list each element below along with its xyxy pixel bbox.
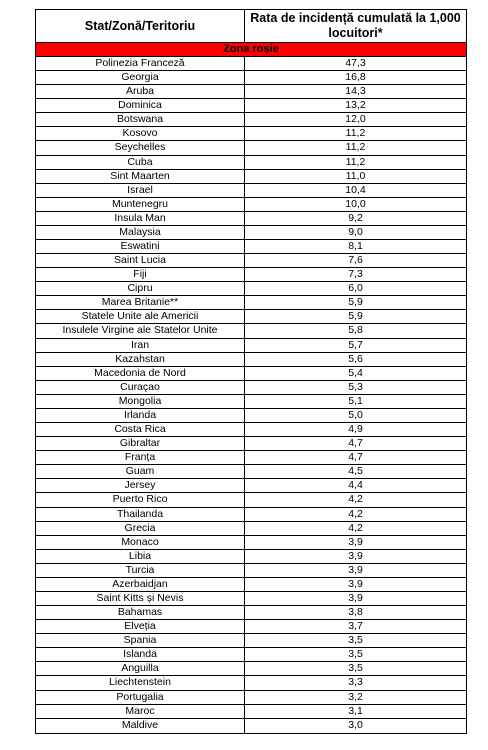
territory-name: Portugalia — [36, 691, 245, 704]
incidence-rate: 11,2 — [345, 155, 366, 168]
territory-name: Jersey — [36, 479, 245, 492]
territory-name: Botswana — [36, 113, 245, 126]
territory-name: Aruba — [36, 85, 245, 98]
territory-name: Polinezia Franceză — [36, 57, 245, 70]
table-row — [36, 141, 466, 155]
column-header-rate: Rata de incidență cumulată la 1,000 locuitori* — [250, 11, 461, 40]
table-row — [36, 381, 466, 395]
territory-name: Libia — [36, 550, 245, 563]
territory-name: Costa Rica — [36, 423, 245, 436]
table-row — [36, 578, 466, 592]
territory-name: Seychelles — [36, 141, 245, 154]
territory-name: Dominica — [36, 99, 245, 112]
incidence-rate: 4,7 — [348, 451, 363, 464]
incidence-rate: 3,3 — [348, 676, 363, 689]
table-header — [36, 10, 466, 43]
incidence-rate: 12,0 — [345, 113, 366, 126]
table-row — [36, 493, 466, 507]
table-row — [36, 508, 466, 522]
territory-name: Mongolia — [36, 395, 245, 408]
table-row — [36, 592, 466, 606]
incidence-rate: 6,0 — [348, 282, 363, 295]
table-row — [36, 198, 466, 212]
territory-name: Puerto Rico — [36, 493, 245, 506]
table-row — [36, 71, 466, 85]
table-row — [36, 606, 466, 620]
table-row — [36, 127, 466, 141]
table-row — [36, 296, 466, 310]
territory-name: Malaysia — [36, 226, 245, 239]
table-row — [36, 254, 466, 268]
incidence-rate: 3,9 — [348, 591, 363, 604]
table-row — [36, 113, 466, 127]
table-row — [36, 353, 466, 367]
incidence-rate: 4,2 — [348, 493, 363, 506]
table-row — [36, 99, 466, 113]
territory-name: Sint Maarten — [36, 170, 245, 183]
territory-name: Maroc — [36, 705, 245, 718]
incidence-rate: 3,2 — [348, 690, 363, 703]
territory-name: Irlanda — [36, 409, 245, 422]
territory-name: Muntenegru — [36, 198, 245, 211]
table-row — [36, 705, 466, 719]
column-header-territory: Stat/Zonă/Teritoriu — [36, 10, 245, 42]
table-row — [36, 620, 466, 634]
incidence-rate: 3,5 — [348, 648, 363, 661]
incidence-rate: 4,9 — [348, 423, 363, 436]
table-row — [36, 423, 466, 437]
incidence-rate: 9,2 — [348, 211, 363, 224]
incidence-rate: 11,2 — [345, 141, 366, 154]
incidence-rate: 3,7 — [348, 620, 363, 633]
table-row — [36, 268, 466, 282]
territory-name: Thailanda — [36, 508, 245, 521]
incidence-rate: 9,0 — [348, 225, 363, 238]
territory-name: Kosovo — [36, 127, 245, 140]
territory-name: Curaçao — [36, 381, 245, 394]
incidence-rate: 13,2 — [345, 99, 366, 112]
incidence-rate: 10,4 — [345, 183, 366, 196]
territory-name: Georgia — [36, 71, 245, 84]
incidence-rate: 3,8 — [348, 606, 363, 619]
incidence-table — [35, 9, 467, 734]
incidence-rate: 3,5 — [348, 634, 363, 647]
incidence-rate: 4,7 — [348, 437, 363, 450]
incidence-rate: 8,1 — [348, 240, 363, 253]
table-row — [36, 339, 466, 353]
territory-name: Liechtenstein — [36, 676, 245, 689]
incidence-rate: 3,0 — [348, 718, 363, 731]
territory-name: Franța — [36, 451, 245, 464]
incidence-rate: 3,1 — [348, 704, 363, 717]
table-row — [36, 170, 466, 184]
table-row — [36, 282, 466, 296]
territory-name: Bahamas — [36, 606, 245, 619]
table-row — [36, 550, 466, 564]
incidence-rate: 3,9 — [348, 563, 363, 576]
table-row — [36, 522, 466, 536]
table-row — [36, 324, 466, 338]
incidence-rate: 14,3 — [345, 85, 366, 98]
table-row — [36, 662, 466, 676]
table-row — [36, 156, 466, 170]
table-row — [36, 719, 466, 733]
incidence-rate: 7,6 — [348, 254, 363, 267]
territory-name: Azerbaidjan — [36, 578, 245, 591]
table-body — [36, 57, 466, 733]
territory-name: Insulele Virgine ale Statelor Unite — [36, 324, 245, 337]
territory-name: Marea Britanie** — [36, 296, 245, 309]
incidence-rate: 5,8 — [348, 324, 363, 337]
table-row — [36, 648, 466, 662]
incidence-rate: 5,4 — [348, 366, 363, 379]
territory-name: Israel — [36, 184, 245, 197]
territory-name: Gibraltar — [36, 437, 245, 450]
territory-name: Islanda — [36, 648, 245, 661]
table-row — [36, 437, 466, 451]
territory-name: Grecia — [36, 522, 245, 535]
territory-name: Kazahstan — [36, 353, 245, 366]
incidence-rate: 5,0 — [348, 408, 363, 421]
table-row — [36, 240, 466, 254]
incidence-rate: 11,0 — [345, 169, 366, 182]
incidence-rate: 16,8 — [345, 71, 366, 84]
incidence-rate: 11,2 — [345, 127, 366, 140]
table-row — [36, 367, 466, 381]
table-row — [36, 395, 466, 409]
territory-name: Cuba — [36, 156, 245, 169]
incidence-rate: 5,1 — [348, 394, 363, 407]
territory-name: Eswatini — [36, 240, 245, 253]
territory-name: Macedonia de Nord — [36, 367, 245, 380]
table-row — [36, 479, 466, 493]
territory-name: Maldive — [36, 719, 245, 733]
territory-name: Iran — [36, 339, 245, 352]
territory-name: Elveția — [36, 620, 245, 633]
territory-name: Anguilla — [36, 662, 245, 675]
incidence-rate: 5,9 — [348, 296, 363, 309]
table-row — [36, 310, 466, 324]
table-row — [36, 676, 466, 690]
table-row — [36, 465, 466, 479]
incidence-rate: 47,3 — [345, 57, 366, 69]
incidence-rate: 3,9 — [348, 549, 363, 562]
table-row — [36, 85, 466, 99]
table-row — [36, 451, 466, 465]
table-row — [36, 57, 466, 71]
territory-name: Monaco — [36, 536, 245, 549]
incidence-rate: 5,7 — [348, 338, 363, 351]
incidence-rate: 5,3 — [348, 380, 363, 393]
incidence-rate: 4,5 — [348, 465, 363, 478]
territory-name: Statele Unite ale Americii — [36, 310, 245, 323]
incidence-rate: 4,2 — [348, 507, 363, 520]
incidence-rate: 3,9 — [348, 535, 363, 548]
territory-name: Saint Lucia — [36, 254, 245, 267]
incidence-rate: 3,5 — [348, 662, 363, 675]
table-row — [36, 536, 466, 550]
territory-name: Turcia — [36, 564, 245, 577]
table-row — [36, 409, 466, 423]
incidence-rate: 5,9 — [348, 310, 363, 323]
incidence-rate: 5,6 — [348, 352, 363, 365]
table-row — [36, 691, 466, 705]
territory-name: Guam — [36, 465, 245, 478]
territory-name: Saint Kitts și Nevis — [36, 592, 245, 605]
table-row — [36, 564, 466, 578]
zone-label-red: Zona roșie — [36, 43, 466, 57]
territory-name: Cipru — [36, 282, 245, 295]
incidence-rate: 3,9 — [348, 577, 363, 590]
territory-name: Fiji — [36, 268, 245, 281]
table-row — [36, 226, 466, 240]
territory-name: Spania — [36, 634, 245, 647]
table-row — [36, 212, 466, 226]
incidence-rate: 4,2 — [348, 521, 363, 534]
table-row — [36, 634, 466, 648]
incidence-rate: 4,4 — [348, 479, 363, 492]
table-row — [36, 184, 466, 198]
incidence-rate: 10,0 — [345, 197, 366, 210]
territory-name: Insula Man — [36, 212, 245, 225]
incidence-rate: 7,3 — [348, 268, 363, 281]
